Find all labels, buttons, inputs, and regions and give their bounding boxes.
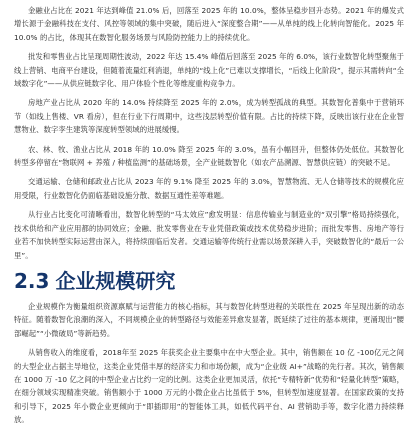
paragraph-agriculture: 农、林、牧、渔业占比从 2018 年的 10.0% 降至 2025 年的 3.0%，虽有小幅回升，但整体仍处低位。其数智化转型多停留在“物联网 + 养殖 / 种植监测”的基础场景，全产业链数智化（如农产品溯源、智慧供应链）的突破不足。 <box>14 144 404 168</box>
paragraph-sales-revenue: 从销售收入的维度看，2018年至 2025 年获奖企业主要集中在中大型企业。其中，销售额在 10 亿 -100亿元之间的大型企业占据主导地位，这类企业凭借丰厚的经济实力和市场份额，成为“企业级 AI+”战略的先行者。其次，销售额在 1000 万 -10 亿之间的中型企业占比约一定的比例。这类企业更加灵活，依托“专精特新”优势和“轻量化转型”策略，在细分领域实现精准突破。销售额小于 1000 万元的小微企业占比虽低于 5%，但转型加速度显著。在国家政策的支持和引导下，2025 年小微企业更倾向于“即插即用”的智能体工具，如低代码平台、AI 营销助手等，数字化潜力持续释放。 <box>14 348 404 425</box>
paragraph-real-estate: 房地产业占比从 2020 年的 14.0% 持续降至 2025 年的 2.0%，成为转型孤战的典型。其数智化普集中于营销环节（如线上售楼、VR 看房），但在行业下行周期中，这些浅层转型价值有限。占比的持续下降，反映出该行业在企业智慧物业、数字孪生建筑等深度转型领域的进展缓慢。 <box>14 98 404 135</box>
paragraph-wholesale-retail: 批发和零售业占比呈现周期性波动，2022 年达 15.4% 峰值后回落至 2025 年的 6.0%，该行业数智化转型聚焦于线上营销、电商平台建设，但随着流量红利消退，单纯的“线上化”已难以支撑增长，“后线上化阶段”，提示其需转向“全域数字化”——从供应链数字化、用户体验个性化等维度重构竞争力。 <box>14 52 404 89</box>
section-title: 企业规模研究 <box>55 268 176 293</box>
paragraph-industry-summary: 从行业占比变化可清晰看出，数智化转型的“马太效应”愈发明显：信息传输业与制造业的“双引擎”格局持续强化，技术供给和产业应用都的协同效应；金融、批发零售业在专业凭借政策或技术优势稳步进阶；而批发零售、房地产等行业若不加快转型实际运营由深入，将持续面临后发者。交通运输等传统行业需以场景深耕入手，突破数智化的“最后一公里”。 <box>14 210 404 260</box>
paragraph-size-intro: 企业规模作为衡量组织资源禀赋与运营能力的核心指标，其与数智化转型进程的关联性在 2025 年呈现出新的动态特征。随着数智化浪潮的深入，不同规模企业的转型路径与效能差异愈发显著，既延续了过往的基本规律，更涌现出“腰部崛起”“小微破局”等新趋势。 <box>14 301 404 338</box>
section-number: 2.3 <box>14 268 50 293</box>
paragraph-transportation: 交通运输、仓储和邮政业占比从 2023 年的 9.1% 降至 2025 年的 3.0%，智慧物流、无人仓储等技术的规模化应用受限，行业数智化仍面临基础设施分散、数据互通性差等难题。 <box>14 177 404 200</box>
section-heading <box>14 268 404 294</box>
paragraph-finance: 金融业占比在 2021 年达到峰值 21.0% 后，回落至 2025 年的 10.0%，整体呈稳步回升态势。2021 年的爆发式增长源于金融科技在支付、风控等领域的集中突破，随后进入“深度整合期”——从单纯的线上化转向智能化。2025 年 10.0% 的占比，体现其在数智化服务场景与风险防控能力上的持续优化。 <box>14 6 404 42</box>
